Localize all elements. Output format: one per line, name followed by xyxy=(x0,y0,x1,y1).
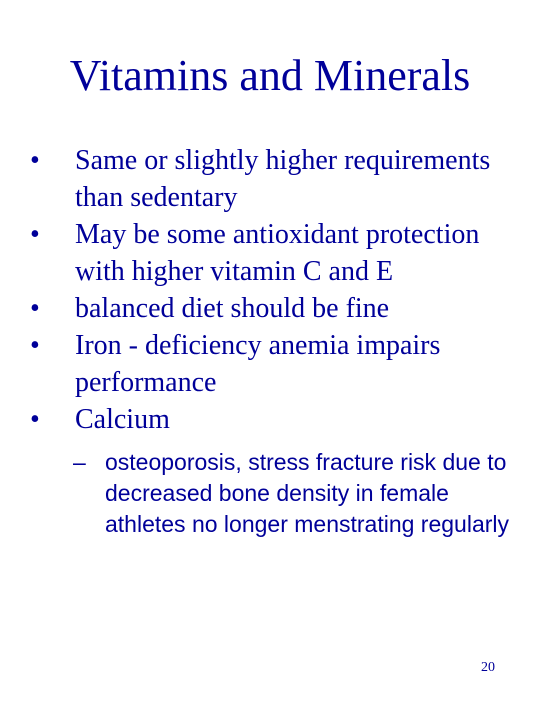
sub-bullet-item xyxy=(73,447,510,540)
bullet-icon: • xyxy=(30,219,40,250)
bullet-text: Iron - deficiency anemia impairs performance xyxy=(75,330,441,398)
bullet-text: Calcium xyxy=(75,404,170,435)
sub-bullet-text: osteoporosis, stress fracture risk due to decreased bone density in female athletes no longer menstrating regularly xyxy=(105,449,510,537)
bullet-text: May be some antioxidant protection with higher vitamin C and E xyxy=(75,219,480,287)
bullet-icon: • xyxy=(30,330,40,361)
sub-bullet-list xyxy=(75,447,510,540)
bullet-list xyxy=(30,142,510,540)
page-number: 20 xyxy=(481,660,495,675)
bullet-item xyxy=(30,401,510,540)
bullet-text: Same or slightly higher requirements than sedentary xyxy=(75,145,491,213)
bullet-icon: • xyxy=(30,293,40,324)
bullet-item xyxy=(30,216,510,290)
slide-title: Vitamins and Minerals xyxy=(69,51,471,100)
bullet-item xyxy=(30,327,510,401)
bullet-item xyxy=(30,290,510,327)
bullet-item xyxy=(30,142,510,216)
bullet-icon: • xyxy=(30,145,40,176)
bullet-text: balanced diet should be fine xyxy=(75,293,390,324)
dash-icon: – xyxy=(73,449,86,475)
bullet-icon: • xyxy=(30,404,40,435)
